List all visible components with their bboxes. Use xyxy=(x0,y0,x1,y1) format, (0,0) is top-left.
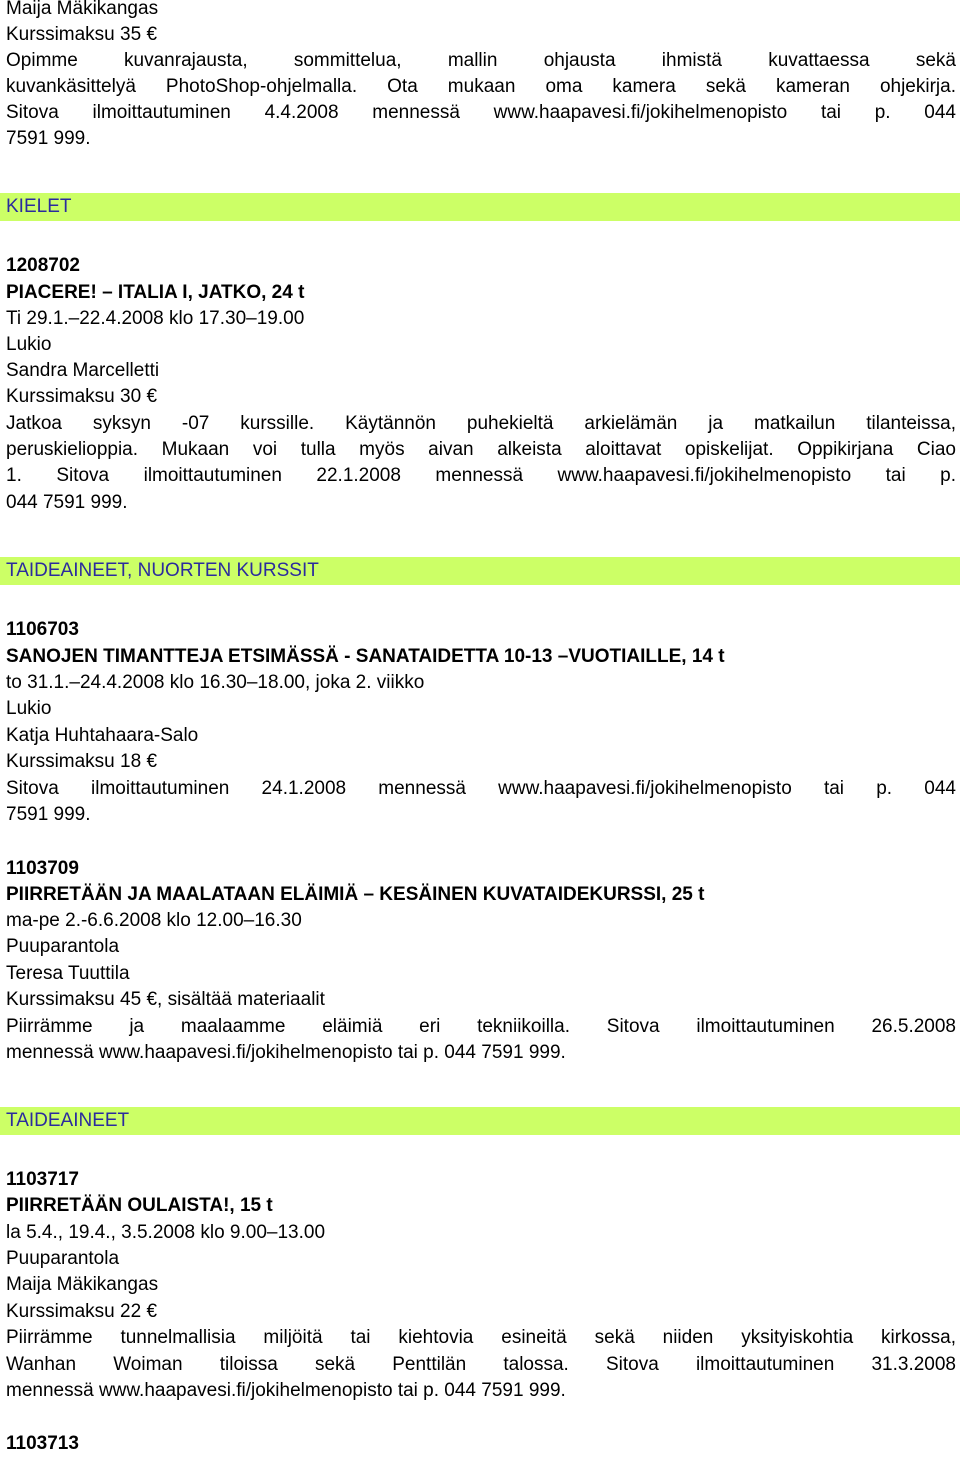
course-description: kuvankäsittelyä PhotoShop-ohjelmalla. Ota mukaan oma kamera sekä kameran ohjekirja. xyxy=(6,76,956,97)
course-time: la 5.4., 19.4., 3.5.2008 klo 9.00–13.00 xyxy=(6,1222,326,1243)
course-teacher: Maija Mäkikangas xyxy=(6,0,159,19)
course-description: Opimme kuvanrajausta, sommittelua, mallin ohjausta ihmistä kuvattaessa sekä xyxy=(6,50,956,71)
course-place: Puuparantola xyxy=(6,936,120,957)
course-title: PIIRRETÄÄN OULAISTA!, 15 t xyxy=(6,1195,273,1216)
course-title: PIACERE! – ITALIA I, JATKO, 24 t xyxy=(6,282,305,303)
course-description: peruskielioppia. Mukaan voi tulla myös aivan alkeista aloittavat opiskelijat. Oppikirjana Ciao xyxy=(6,439,956,460)
section-heading-taideaineet: TAIDEAINEET xyxy=(0,1107,960,1135)
course-description: Sitova ilmoittautuminen 4.4.2008 mennessä www.haapavesi.fi/jokihelmenopisto tai p. 044 xyxy=(6,102,956,123)
course-description: Piirrämme ja maalaamme eläimiä eri tekniikoilla. Sitova ilmoittautuminen 26.5.2008 xyxy=(6,1016,956,1037)
course-code: 1103709 xyxy=(6,858,79,879)
course-fee: Kurssimaksu 45 €, sisältää materiaalit xyxy=(6,989,325,1010)
course-code: 1106703 xyxy=(6,619,79,640)
course-time: Ti 29.1.–22.4.2008 klo 17.30–19.00 xyxy=(6,308,305,329)
course-description: Sitova ilmoittautuminen 24.1.2008 mennessä www.haapavesi.fi/jokihelmenopisto tai p. 044 xyxy=(6,778,956,799)
course-code: 1103717 xyxy=(6,1169,79,1190)
course-description: mennessä www.haapavesi.fi/jokihelmenopisto tai p. 044 7591 999. xyxy=(6,1042,566,1063)
course-place: Lukio xyxy=(6,698,52,719)
course-description: Piirrämme tunnelmallisia miljöitä tai kiehtovia esineitä sekä niiden yksityiskohtia kirkossa, xyxy=(6,1327,956,1348)
course-title: PIIRRETÄÄN JA MAALATAAN ELÄIMIÄ – KESÄINEN KUVATAIDEKURSSI, 25 t xyxy=(6,884,705,905)
course-description: 7591 999. xyxy=(6,804,91,825)
course-description: Wanhan Woiman tiloissa sekä Penttilän talossa. Sitova ilmoittautuminen 31.3.2008 xyxy=(6,1354,956,1375)
course-time: ma-pe 2.-6.6.2008 klo 12.00–16.30 xyxy=(6,910,302,931)
course-fee: Kurssimaksu 35 € xyxy=(6,24,158,45)
course-place: Lukio xyxy=(6,334,52,355)
course-time: to 31.1.–24.4.2008 klo 16.30–18.00, joka 2. viikko xyxy=(6,672,425,693)
course-description: 044 7591 999. xyxy=(6,492,128,513)
course-teacher: Maija Mäkikangas xyxy=(6,1274,159,1295)
course-teacher: Sandra Marcelletti xyxy=(6,360,160,381)
course-fee: Kurssimaksu 22 € xyxy=(6,1301,158,1322)
course-fee: Kurssimaksu 30 € xyxy=(6,386,158,407)
course-description: 7591 999. xyxy=(6,128,91,149)
course-description: Jatkoa syksyn -07 kurssille. Käytännön puhekieltä arkielämän ja matkailun tilanteissa, xyxy=(6,413,956,434)
section-heading-nuorten-kurssit: TAIDEAINEET, NUORTEN KURSSIT xyxy=(0,557,960,585)
course-title: SANOJEN TIMANTTEJA ETSIMÄSSÄ - SANATAIDETTA 10-13 –VUOTIAILLE, 14 t xyxy=(6,646,725,667)
course-code: 1103713 xyxy=(6,1433,79,1454)
course-description: 1. Sitova ilmoittautuminen 22.1.2008 mennessä www.haapavesi.fi/jokihelmenopisto tai p. xyxy=(6,465,956,486)
section-heading-kielet: KIELET xyxy=(0,193,960,221)
course-teacher: Katja Huhtahaara-Salo xyxy=(6,725,199,746)
course-code: 1208702 xyxy=(6,255,80,276)
course-place: Puuparantola xyxy=(6,1248,120,1269)
course-teacher: Teresa Tuuttila xyxy=(6,963,130,984)
course-fee: Kurssimaksu 18 € xyxy=(6,751,158,772)
course-description: mennessä www.haapavesi.fi/jokihelmenopisto tai p. 044 7591 999. xyxy=(6,1380,566,1401)
